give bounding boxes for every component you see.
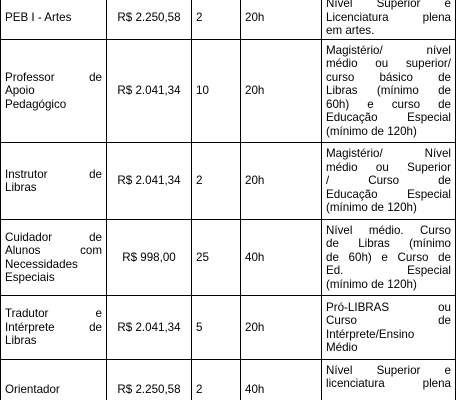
requirements-line: em artes. [326,24,375,38]
salary-cell: R$ 2.041,34 [107,296,192,360]
requirements-line: curso básico de [326,70,451,84]
requirements-line: Curso de [326,314,451,328]
position-title-line: Cuidador de [5,230,102,244]
requirements-line: Nível Superior e [326,364,451,377]
vacancies-cell: 25 [192,220,241,296]
requirements-line: Nível Superior e [326,0,451,11]
position-title-line: Alunos com [5,244,102,258]
salary-cell: R$ 2.041,34 [107,40,192,143]
workload-cell: 20h [241,143,322,220]
position-title-line: Orientador [5,382,60,396]
position-title-cell [1,143,107,220]
vacancies-cell: 10 [192,40,241,143]
requirements-line: Ed. Especial [326,264,451,278]
requirements-line: / Curso de [326,174,451,188]
table-row [1,0,456,40]
workload-cell: 20h [241,40,322,143]
position-title-line: Professor de [5,70,102,84]
position-title-line: Instrutor de [5,167,102,181]
workload-cell: 20h [241,296,322,360]
table-row [1,360,456,400]
table-row [1,143,456,220]
requirements-cell [322,0,456,40]
requirements-line: de Libras (mínimo [326,237,451,251]
requirements-cell [322,143,456,220]
requirements-line: de 60h) e Curso de [326,250,451,264]
requirements-cell [322,40,456,143]
position-title-cell [1,296,107,360]
position-title-line: PEB I - Artes [5,10,72,24]
position-title-line: Pedagógico [5,97,67,111]
requirements-line: Nível médio. Curso [326,223,451,237]
workload-cell: 40h [241,360,322,400]
requirements-cell [322,296,456,360]
requirements-line: Intérprete/Ensino [326,327,415,341]
salary-cell: R$ 998,00 [107,220,192,296]
position-title-cell [1,0,107,40]
position-title-line: Intérprete de [5,320,102,334]
requirements-line: Educação Especial [326,187,451,201]
requirements-line: (mínimo de 120h) [326,277,417,291]
requirements-line: Médio [326,340,358,354]
requirements-line: (mínimo de 120h) [326,124,417,138]
position-title-line: Especiais [5,270,55,284]
position-title-line: Tradutor e [5,307,102,321]
position-title-line: Libras [5,181,37,194]
requirements-cell [322,360,456,400]
position-title-cell [1,40,107,143]
position-title-line: Necessidades [5,257,78,271]
vacancies-cell: 5 [192,296,241,360]
position-title-line: Apoio [5,84,35,98]
requirements-line: Magistério/ nível [326,44,451,58]
salary-cell: R$ 2.250,58 [107,360,192,400]
requirements-line: médio ou Superior [326,160,451,174]
workload-cell: 20h [241,0,322,40]
requirements-line: 60h) e curso de [326,97,451,111]
vacancies-cell: 2 [192,0,241,40]
requirements-line: licenciatura plena [326,377,451,391]
table-row [1,40,456,143]
vacancies-cell: 2 [192,143,241,220]
requirements-line: Educação Especial [326,111,451,125]
requirements-line: Pró-LIBRAS ou [326,300,451,314]
position-title-cell [1,360,107,400]
table-row [1,220,456,296]
position-title-cell [1,220,107,296]
vacancies-cell: 2 [192,360,241,400]
position-title-line: Libras [5,334,37,348]
requirements-line: (mínimo de 120h) [326,201,417,215]
requirements-cell [322,220,456,296]
requirements-line: Libras (mínimo de [326,84,451,98]
requirements-line: médio ou superior/ [326,57,451,71]
requirements-line: Magistério/ Nível [326,147,451,161]
requirements-line: Licenciatura plena [326,10,451,24]
salary-cell: R$ 2.041,34 [107,143,192,220]
table-row [1,296,456,360]
salary-cell: R$ 2.250,58 [107,0,192,40]
workload-cell: 40h [241,220,322,296]
